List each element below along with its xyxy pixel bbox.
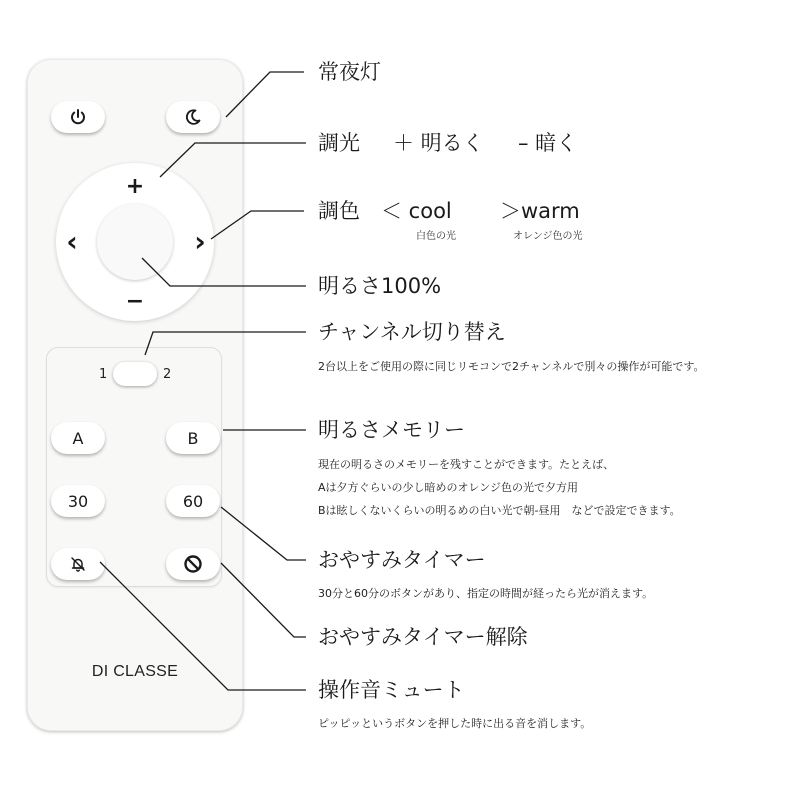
brightness-up-button[interactable]: +: [125, 174, 145, 199]
timer-60-button[interactable]: 60: [166, 485, 220, 517]
cool-sublabel: 白色の光: [416, 231, 456, 242]
dimming-label: 調光: [318, 131, 360, 155]
timer-cancel-label: おやすみタイマー解除: [318, 625, 528, 649]
timer-30-button[interactable]: 30: [51, 485, 105, 517]
brand-logo: DI CLASSE: [91, 663, 179, 680]
line-night-light: [226, 72, 304, 117]
cool-button[interactable]: ‹: [66, 225, 78, 258]
brightness-label: 明るさ100%: [318, 274, 442, 298]
memory-desc-1: 現在の明るさのメモリーを残すことができます。たとえば、: [318, 458, 615, 471]
color-label: 調色: [318, 199, 360, 223]
channel-desc: 2台以上をご使用の際に同じリモコンで2チャンネルで別々の操作が可能です。: [318, 360, 705, 373]
cool-label: ＜ cool: [381, 199, 452, 223]
line-channel: [145, 332, 306, 355]
mute-desc: ピッピッというボタンを押した時に出る音を消します。: [318, 717, 592, 730]
warm-sublabel: オレンジ色の光: [513, 231, 583, 242]
line-dimming: [160, 143, 306, 177]
line-color: [211, 211, 304, 239]
memory-desc-2: Aは夕方ぐらいの少し暗めのオレンジ色の光で夕方用: [318, 481, 578, 494]
channel-1-label: 1: [99, 367, 108, 382]
line-brightness: [142, 258, 306, 286]
memory-b-button[interactable]: B: [166, 422, 220, 454]
dimming-minus-label: – 暗く: [518, 131, 578, 155]
warm-label: ＞warm: [500, 199, 580, 223]
channel-label: チャンネル切り替え: [318, 320, 506, 344]
timer-desc: 30分と60分のボタンがあり、指定の時間が経ったら光が消えます。: [318, 587, 654, 600]
warm-button[interactable]: ›: [194, 225, 206, 258]
dimming-plus-label: ＋ 明るく: [393, 131, 484, 155]
timer-label: おやすみタイマー: [318, 548, 486, 572]
channel-2-label: 2: [163, 367, 172, 382]
night-light-label: 常夜灯: [318, 60, 381, 84]
line-mute: [100, 562, 306, 690]
line-timer-cancel: [221, 563, 306, 637]
line-timer: [221, 507, 306, 560]
mute-label: 操作音ミュート: [318, 678, 465, 702]
memory-desc-3: Bは眩しくないくらいの明るめの白い光で朝-昼用 などで設定できます。: [318, 504, 681, 517]
memory-a-button[interactable]: A: [51, 422, 105, 454]
brightness-down-button[interactable]: −: [125, 289, 145, 314]
memory-label: 明るさメモリー: [318, 418, 465, 442]
